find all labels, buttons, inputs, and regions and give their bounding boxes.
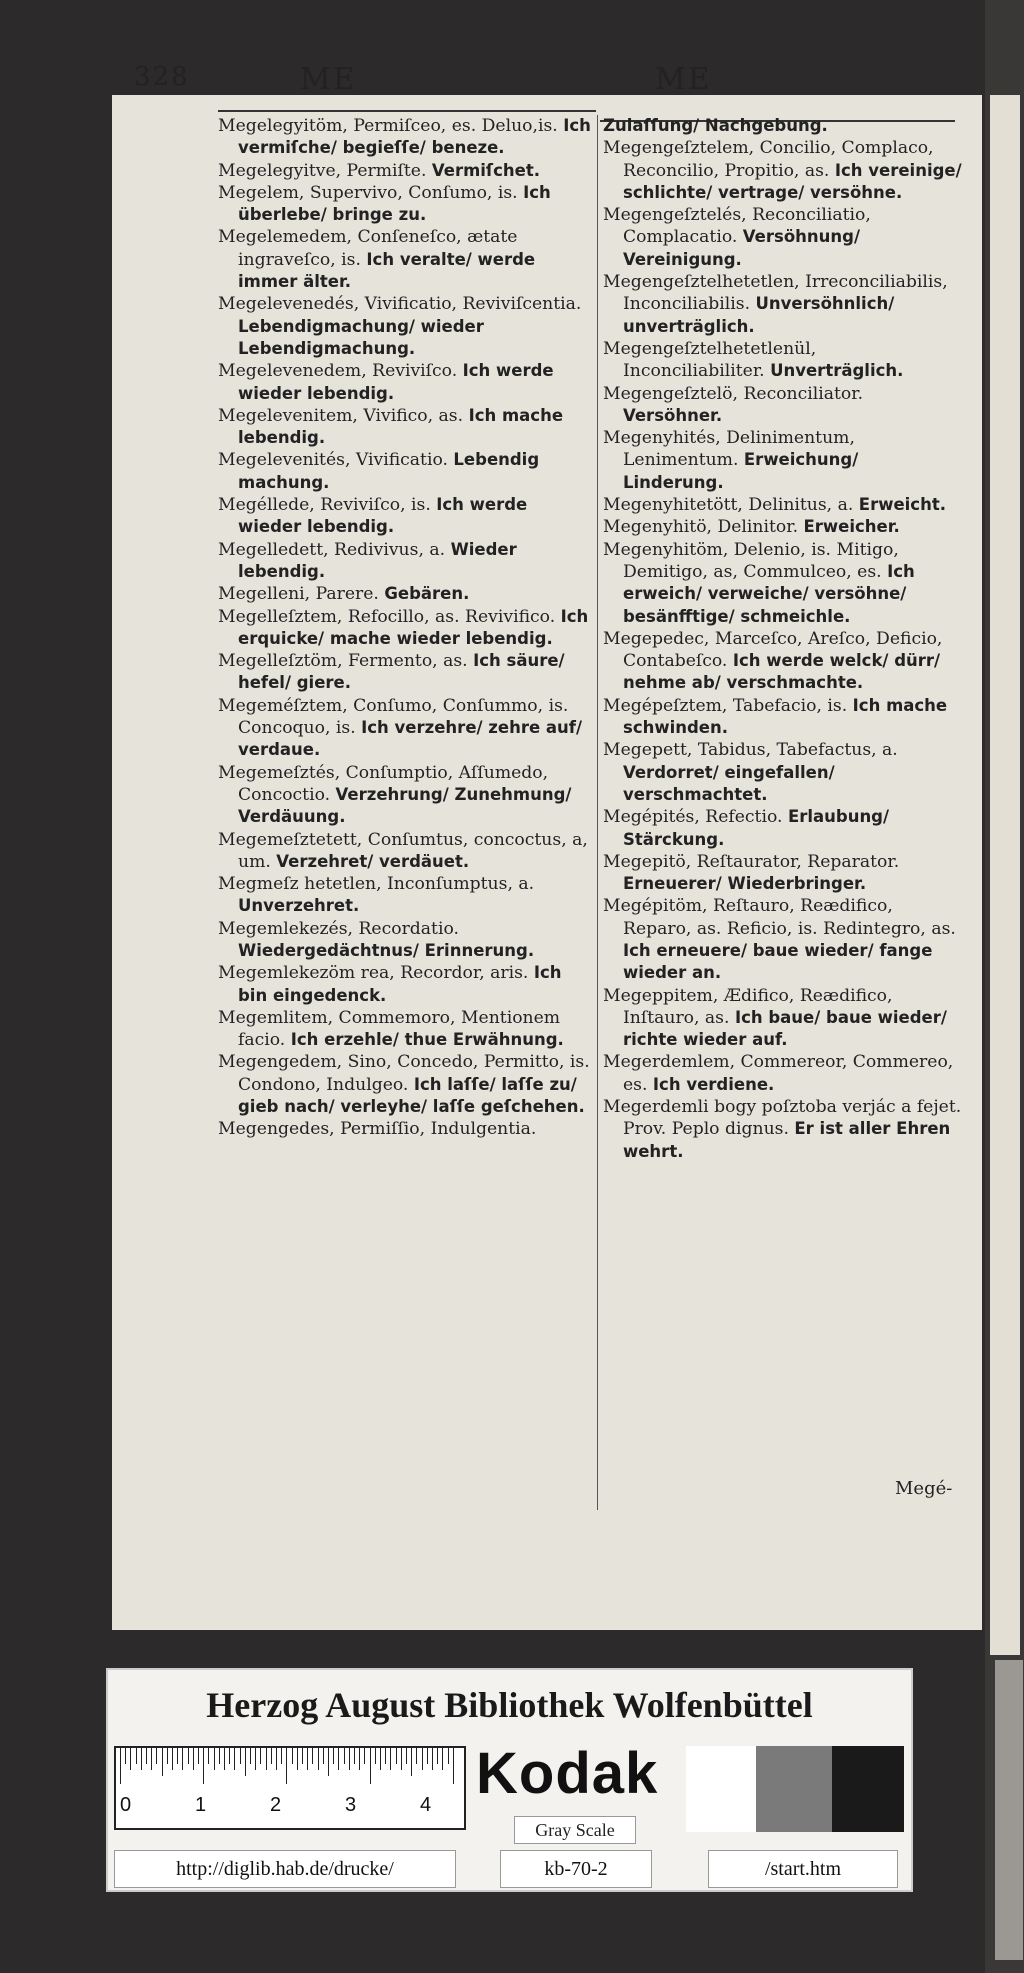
dictionary-entry	[218, 293, 592, 360]
url-left: http://diglib.hab.de/drucke/	[114, 1850, 456, 1888]
latin-gloss: Redivivus, a.	[334, 539, 451, 560]
ruler-tick	[151, 1748, 152, 1770]
german-gloss: Wieder lebendig.	[238, 539, 517, 581]
dictionary-entry	[218, 606, 592, 651]
dictionary-entry	[603, 137, 963, 204]
ruler-tick	[442, 1748, 443, 1770]
ruler-tick	[146, 1748, 147, 1764]
latin-gloss: Irreconciliabilis, Inconciliabilis.	[623, 272, 948, 315]
german-gloss: Unversöhnlich/ unverträglich.	[623, 294, 895, 336]
ruler-tick	[385, 1748, 386, 1764]
headword: Megelledett,	[218, 539, 335, 560]
headword: Megelevenedés,	[218, 294, 365, 315]
ruler-tick	[162, 1748, 163, 1776]
dictionary-entry	[603, 628, 963, 695]
dictionary-entry	[218, 1051, 592, 1118]
german-gloss: Vermiſchet.	[431, 160, 540, 180]
headword: Megelem,	[218, 182, 310, 203]
ruler-tick	[125, 1748, 126, 1764]
headword: Megengeſztelö,	[603, 383, 744, 404]
ruler-tick	[271, 1748, 272, 1764]
latin-gloss: Sino, Concedo, Permitto, is. Condono, Indulgeo.	[238, 1052, 590, 1095]
ruler-tick	[437, 1748, 438, 1764]
headword: Megenyhitöm,	[603, 539, 734, 560]
latin-gloss: Delenio, is. Mitigo, Demitigo, as, Commulceo, es.	[623, 539, 899, 582]
dictionary-entry	[218, 494, 592, 539]
ruler-tick	[406, 1748, 407, 1764]
latin-gloss: Conſumtus, concoctus, a, um.	[238, 829, 588, 872]
next-page-edge-dark	[995, 1660, 1023, 1960]
headword: Megerdemlem,	[603, 1052, 741, 1073]
headword: Megeppitem,	[603, 985, 724, 1006]
headword: Megelleſztem,	[218, 606, 348, 627]
dictionary-entry	[603, 806, 963, 851]
ruler-tick	[255, 1748, 256, 1770]
dictionary-entry	[603, 539, 963, 628]
dictionary-entry	[603, 985, 963, 1052]
next-page-edge	[990, 95, 1020, 1655]
german-gloss: Ich werde wieder lebendig.	[238, 361, 554, 403]
headword: Megelleni,	[218, 584, 316, 605]
latin-gloss: Vivificatio, Reviviſcentia.	[364, 294, 582, 315]
ruler-tick	[130, 1748, 131, 1770]
ruler-tick	[156, 1748, 157, 1764]
german-gloss: Ich verdiene.	[652, 1074, 775, 1094]
headword: Megmeſz hetetlen,	[218, 874, 388, 895]
ruler-tick	[188, 1748, 189, 1764]
ruler-tick	[120, 1748, 121, 1784]
german-gloss: Ich veralte/ werde immer älter.	[238, 249, 536, 292]
headword: Megengedes,	[218, 1119, 341, 1140]
german-gloss: Unverzehret.	[238, 896, 360, 916]
german-gloss: Erneuerer/ Wiederbringer.	[623, 874, 867, 894]
latin-gloss: Conſumptio, Aſſumedo, Concoctio.	[238, 762, 549, 805]
ruler-tick	[250, 1748, 251, 1764]
latin-gloss: Commemoro, Mentionem facio.	[238, 1007, 561, 1051]
latin-gloss: Delinitus, a.	[748, 495, 859, 516]
headword: Megelemedem,	[218, 227, 358, 248]
ruler-number: 4	[420, 1794, 432, 1816]
german-gloss: Gebären.	[384, 584, 470, 604]
german-gloss: Ich werde welck/ dürr/ nehme ab/ verschmachte.	[623, 651, 941, 693]
latin-gloss: Reviviſco, is.	[320, 495, 437, 516]
dictionary-entry	[218, 918, 592, 963]
headword: Megerdemli bogy poſztoba verjác a fejet.	[603, 1097, 962, 1118]
latin-gloss: Refocillo, as. Revivifico.	[347, 606, 561, 627]
german-gloss: Ich überlebe/ bringe zu.	[238, 182, 551, 225]
ruler-tick	[380, 1748, 381, 1770]
headword: Megemlekezöm rea,	[218, 963, 401, 984]
latin-gloss: Vivificatio.	[355, 450, 454, 471]
dictionary-entry	[218, 405, 592, 450]
ruler-tick	[364, 1748, 365, 1764]
ruler-tick	[219, 1748, 220, 1764]
ruler-tick	[390, 1748, 391, 1770]
ruler-tick	[323, 1748, 324, 1764]
ruler-tick	[167, 1748, 168, 1764]
german-gloss: Ich baue/ baue wieder/ richte wieder auf.	[623, 1007, 947, 1050]
ruler-tick	[240, 1748, 241, 1764]
dictionary-entry	[218, 1118, 592, 1140]
german-gloss: Verzehrung/ Zunehmung/ Verdäuung.	[238, 784, 572, 827]
german-gloss: Wiedergedächtnus/ Erinnerung.	[238, 940, 535, 960]
dictionary-entry	[603, 739, 963, 806]
headword: Megelleſztöm,	[218, 651, 349, 672]
headword: Megengeſztelés,	[603, 205, 753, 226]
german-gloss: Ich verzehre/ zehre auf/ verdaue.	[238, 718, 582, 760]
ruler-tick	[260, 1748, 261, 1764]
latin-gloss: Inconciliabiliter.	[623, 361, 771, 382]
ruler-tick	[453, 1748, 454, 1784]
ruler-tick	[422, 1748, 423, 1770]
dictionary-entry	[603, 1096, 963, 1163]
ruler-tick	[182, 1748, 183, 1770]
kodak-logo: Kodak	[476, 1741, 659, 1806]
latin-gloss: Delinimentum, Lenimentum.	[623, 428, 855, 471]
dictionary-entry	[218, 115, 592, 160]
dictionary-entry	[218, 695, 592, 762]
latin-gloss: Vivifico, as.	[363, 405, 469, 426]
latin-gloss: Delinitor.	[717, 517, 804, 538]
dictionary-entry	[218, 873, 592, 918]
page-number: 328	[134, 62, 190, 92]
ruler-tick	[276, 1748, 277, 1770]
gray-patch-black	[832, 1746, 904, 1832]
ruler-tick	[292, 1748, 293, 1764]
german-gloss: Ich mache schwinden.	[623, 695, 948, 738]
ruler-tick	[286, 1748, 287, 1784]
latin-gloss: Reſtauro, Reædifico, Reparo, as. Reficio, is. Redintegro, as.	[623, 896, 956, 939]
ruler-tick	[266, 1748, 267, 1770]
header-rule-left	[218, 110, 596, 112]
headword: Megemeſztés,	[218, 762, 346, 783]
ruler-number: 2	[270, 1794, 282, 1816]
ruler-tick	[416, 1748, 417, 1764]
catchword: Megé-	[895, 1478, 953, 1499]
headword: Megengeſztelhetetlen,	[603, 272, 806, 293]
running-head-right: ME	[655, 62, 712, 97]
german-gloss: Ich laſſe/ laſſe zu/ gieb nach/ verleyhe/ laſſe geſchehen.	[238, 1074, 585, 1117]
gray-patch-white	[686, 1746, 756, 1832]
ruler-tick	[354, 1748, 355, 1764]
headword: Megepitö,	[603, 851, 697, 872]
dictionary-entry	[218, 762, 592, 829]
latin-gloss: Reviviſco.	[372, 361, 463, 382]
headword: Megepett,	[603, 740, 698, 761]
latin-gloss: Fermento, as.	[348, 651, 474, 672]
latin-gloss: Permiſceo, es. Deluo,is.	[353, 116, 564, 136]
latin-gloss: Commereor, Commereo, es.	[623, 1052, 954, 1095]
german-gloss: Ich erneuere/ baue wieder/ fange wieder an.	[623, 940, 933, 983]
ruler-tick	[349, 1748, 350, 1770]
latin-gloss: Ædifico, Reædifico, Inſtauro, as.	[623, 985, 893, 1028]
latin-gloss: Permiſſio, Indulgentia.	[340, 1119, 537, 1140]
latin-gloss: Recordatio.	[358, 918, 459, 939]
library-title: Herzog August Bibliothek Wolfenbüttel	[206, 1685, 813, 1725]
running-head-left: ME	[300, 62, 357, 97]
ruler-tick	[312, 1748, 313, 1764]
dictionary-entry	[603, 204, 963, 271]
german-gloss: Verdorret/ eingefallen/ verschmachtet.	[623, 762, 835, 804]
latin-gloss: Tabidus, Tabefactus, a.	[697, 740, 898, 761]
latin-gloss: Supervivo, Conſumo, is.	[309, 182, 524, 203]
ruler-tick	[432, 1748, 433, 1770]
headword: Megenyhités,	[603, 428, 727, 449]
headword: Megemeſztetett,	[218, 829, 368, 850]
latin-gloss: Reconciliator.	[743, 383, 864, 404]
ruler-number: 1	[195, 1794, 207, 1816]
ruler	[114, 1746, 466, 1830]
ruler-tick	[401, 1748, 402, 1770]
headword: Megemlekezés,	[218, 918, 359, 939]
latin-gloss: Conſumo, Conſummo, is. Concoquo, is.	[238, 695, 569, 739]
latin-gloss: Marceſco, Areſco, Deficio, Contabeſco.	[623, 628, 943, 672]
headword: Megelevenedem,	[218, 361, 373, 382]
german-gloss: Zulaſſung/ Nachgebung.	[603, 116, 828, 135]
headword: Megenyhitö,	[603, 517, 718, 538]
german-gloss: Erweichung/ Linderung.	[623, 450, 859, 492]
german-gloss: Ich bin eingedenck.	[238, 963, 562, 1005]
dictionary-entry	[603, 695, 963, 740]
ruler-number: 3	[345, 1794, 357, 1816]
headword: Megépeſztem,	[603, 695, 733, 716]
dictionary-entry	[218, 226, 592, 293]
ruler-tick	[208, 1748, 209, 1764]
ruler-tick	[224, 1748, 225, 1770]
dictionary-entry	[603, 494, 963, 516]
german-gloss: Erweicht.	[858, 495, 946, 515]
ruler-tick	[318, 1748, 319, 1770]
ruler-tick	[172, 1748, 173, 1770]
headword: Megépitöm,	[603, 896, 713, 917]
dictionary-entry	[603, 851, 963, 896]
latin-gloss: Refectio.	[705, 807, 788, 828]
dictionary-entry	[218, 539, 592, 584]
ruler-tick	[328, 1748, 329, 1776]
german-gloss: Ich mache lebendig.	[238, 405, 564, 448]
headword: Megelegyitve,	[218, 160, 347, 181]
ruler-tick	[333, 1748, 334, 1764]
ruler-tick	[370, 1748, 371, 1784]
url-mid: kb-70-2	[500, 1850, 652, 1888]
dictionary-entry	[603, 895, 963, 984]
german-gloss: Versöhnung/ Vereinigung.	[623, 227, 860, 269]
ruler-tick	[229, 1748, 230, 1764]
ruler-tick	[396, 1748, 397, 1764]
dictionary-entry	[218, 1007, 592, 1052]
ruler-tick	[344, 1748, 345, 1764]
dictionary-entry	[603, 427, 963, 494]
latin-gloss: Reconciliatio, Complacatio.	[623, 205, 871, 248]
german-gloss: Er ist aller Ehren wehrt.	[623, 1119, 951, 1161]
german-gloss: Lebendig machung.	[238, 450, 540, 492]
ruler-tick	[198, 1748, 199, 1764]
gray-patch-mid	[756, 1746, 832, 1832]
dictionary-entry	[218, 182, 592, 227]
german-gloss: Unverträglich.	[770, 361, 904, 381]
headword: Megelevenitem,	[218, 405, 364, 426]
ruler-tick	[281, 1748, 282, 1764]
url-right: /start.htm	[708, 1850, 898, 1888]
headword: Megengeſztelem,	[603, 138, 760, 159]
ruler-tick	[359, 1748, 360, 1770]
dictionary-entry	[218, 583, 592, 605]
ruler-tick	[141, 1748, 142, 1770]
headword: Megenyhitetött,	[603, 495, 749, 516]
headword: Megéllede,	[218, 495, 321, 516]
ruler-tick	[411, 1748, 412, 1776]
german-gloss: Lebendigmachung/ wieder Lebendigmachung.	[238, 316, 484, 358]
ruler-tick	[297, 1748, 298, 1770]
headword: Megelevenités,	[218, 450, 356, 471]
german-gloss: Ich erweich/ verweiche/ versöhne/ besänfftige/ schmeichle.	[623, 561, 915, 626]
ruler-number: 0	[120, 1794, 132, 1816]
headword: Megemlitem,	[218, 1007, 339, 1028]
dictionary-entry	[603, 383, 963, 428]
right-column	[603, 115, 963, 1163]
german-gloss: Ich erzehle/ thue Erwähnung.	[290, 1030, 564, 1050]
ruler-tick	[338, 1748, 339, 1770]
ruler-tick	[302, 1748, 303, 1764]
latin-gloss: Parere.	[315, 584, 385, 605]
ruler-tick	[193, 1748, 194, 1770]
ruler-tick	[307, 1748, 308, 1770]
latin-gloss: Tabefacio, is.	[732, 695, 853, 716]
latin-gloss: Reſtaurator, Reparator.	[696, 851, 900, 872]
german-gloss: Ich vermiſche/ begieſſe/ beneze.	[238, 116, 591, 158]
ruler-tick	[177, 1748, 178, 1764]
latin-gloss: Concilio, Complaco, Reconcilio, Propitio, as.	[623, 138, 934, 181]
ruler-tick	[203, 1748, 204, 1784]
latin-gloss: Inconſumptus, a.	[387, 874, 535, 895]
dictionary-entry	[218, 449, 592, 494]
german-gloss: Ich werde wieder lebendig.	[238, 495, 528, 537]
german-gloss: Ich erquicke/ mache wieder lebendig.	[238, 606, 589, 648]
headword: Megengeſztelhetetlenül,	[603, 338, 817, 359]
german-gloss: Verzehret/ verdäuet.	[276, 851, 470, 871]
dictionary-entry	[218, 160, 592, 182]
dictionary-entry	[603, 115, 963, 137]
left-column	[218, 115, 592, 1141]
ruler-tick	[136, 1748, 137, 1764]
dictionary-entry	[218, 962, 592, 1007]
german-gloss: Versöhner.	[623, 405, 723, 425]
ruler-tick	[448, 1748, 449, 1764]
german-gloss: Erweicher.	[803, 517, 900, 537]
calibration-card	[106, 1668, 913, 1892]
dictionary-entry	[218, 650, 592, 695]
gray-scale-label: Gray Scale	[514, 1816, 636, 1844]
column-rule	[597, 115, 598, 1510]
dictionary-entry	[218, 360, 592, 405]
german-gloss: Erlaubung/ Stärckung.	[623, 807, 890, 849]
headword: Megelegyitöm,	[218, 116, 354, 136]
ruler-tick	[427, 1748, 428, 1764]
ruler-tick	[245, 1748, 246, 1776]
headword: Megengedem,	[218, 1052, 348, 1073]
ruler-tick	[375, 1748, 376, 1764]
ruler-tick	[214, 1748, 215, 1770]
headword: Megépités,	[603, 807, 706, 828]
headword: Megepedec,	[603, 628, 715, 649]
dictionary-entry	[218, 829, 592, 874]
dictionary-entry	[603, 271, 963, 338]
headword: Megeméſztem,	[218, 695, 354, 716]
latin-gloss: Conſeneſco, ætate ingraveſco, is.	[238, 227, 518, 270]
ruler-tick	[234, 1748, 235, 1770]
latin-gloss: Recordor, aris.	[400, 963, 534, 984]
latin-gloss: Permiſte.	[346, 160, 432, 181]
dictionary-entry	[603, 1051, 963, 1096]
german-gloss: Ich vereinige/ schlichte/ vertrage/ versöhne.	[623, 160, 962, 202]
german-gloss: Ich säure/ hefel/ giere.	[238, 651, 565, 693]
dictionary-entry	[603, 338, 963, 383]
latin-gloss: Prov. Peplo dignus.	[623, 1119, 795, 1140]
dictionary-entry	[603, 516, 963, 538]
